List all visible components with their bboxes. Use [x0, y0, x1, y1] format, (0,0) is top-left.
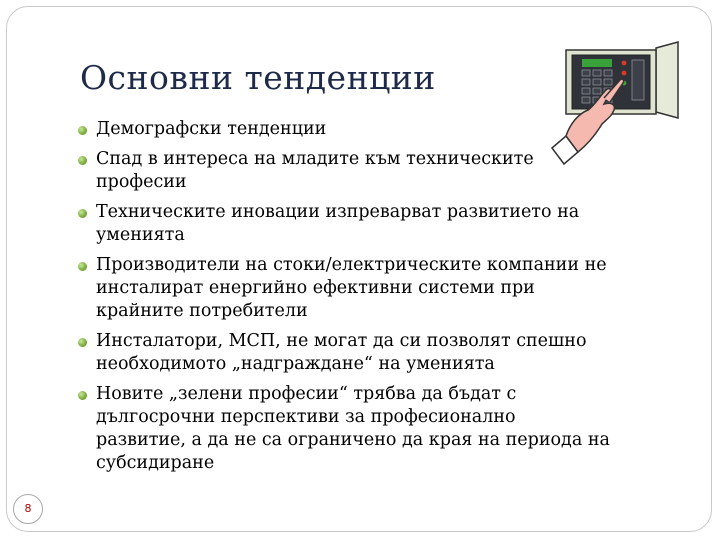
bullet-text-line: уменията: [96, 225, 185, 245]
bullet-text-line: Производители на стоки/електрическите компании не: [96, 255, 607, 275]
bullet-text-line: развитие, а да не са ограничено да края на периода на: [96, 430, 610, 450]
bullet-item: [76, 118, 676, 141]
bullet-item: [76, 330, 676, 376]
bullet-text-line: субсидиране: [96, 453, 215, 473]
bullet-text-line: крайните потребители: [96, 301, 308, 321]
bullet-text-line: Демографски тенденции: [96, 119, 327, 139]
bullet-item: [76, 254, 676, 323]
bullet-item: [76, 148, 676, 194]
slide-title: Основни тенденции: [80, 58, 436, 97]
bullet-icon: [78, 262, 87, 271]
bullet-text-line: професии: [96, 172, 187, 192]
bullet-text-line: Спад в интереса на младите към техническите: [96, 149, 534, 169]
bullet-text-line: необходимото „надграждане“ на уменията: [96, 354, 495, 374]
bullet-icon: [78, 338, 87, 347]
bullet-list: [76, 118, 676, 482]
bullet-text-line: Техническите иновации изпреварват развитието на: [96, 202, 580, 222]
bullet-text-line: Инсталатори, МСП, не могат да си позволят спешно: [96, 331, 587, 351]
page-number: 8: [13, 494, 43, 524]
bullet-item: [76, 201, 676, 247]
bullet-icon: [78, 156, 87, 165]
bullet-icon: [78, 126, 87, 135]
bullet-icon: [78, 391, 87, 400]
bullet-text-line: инсталират енергийно ефективни системи при: [96, 278, 535, 298]
bullet-item: [76, 383, 676, 475]
bullet-icon: [78, 209, 87, 218]
bullet-text-line: Новите „зелени професии“ трябва да бъдат с: [96, 384, 517, 404]
bullet-text-line: дългосрочни перспективи за професионално: [96, 407, 516, 427]
